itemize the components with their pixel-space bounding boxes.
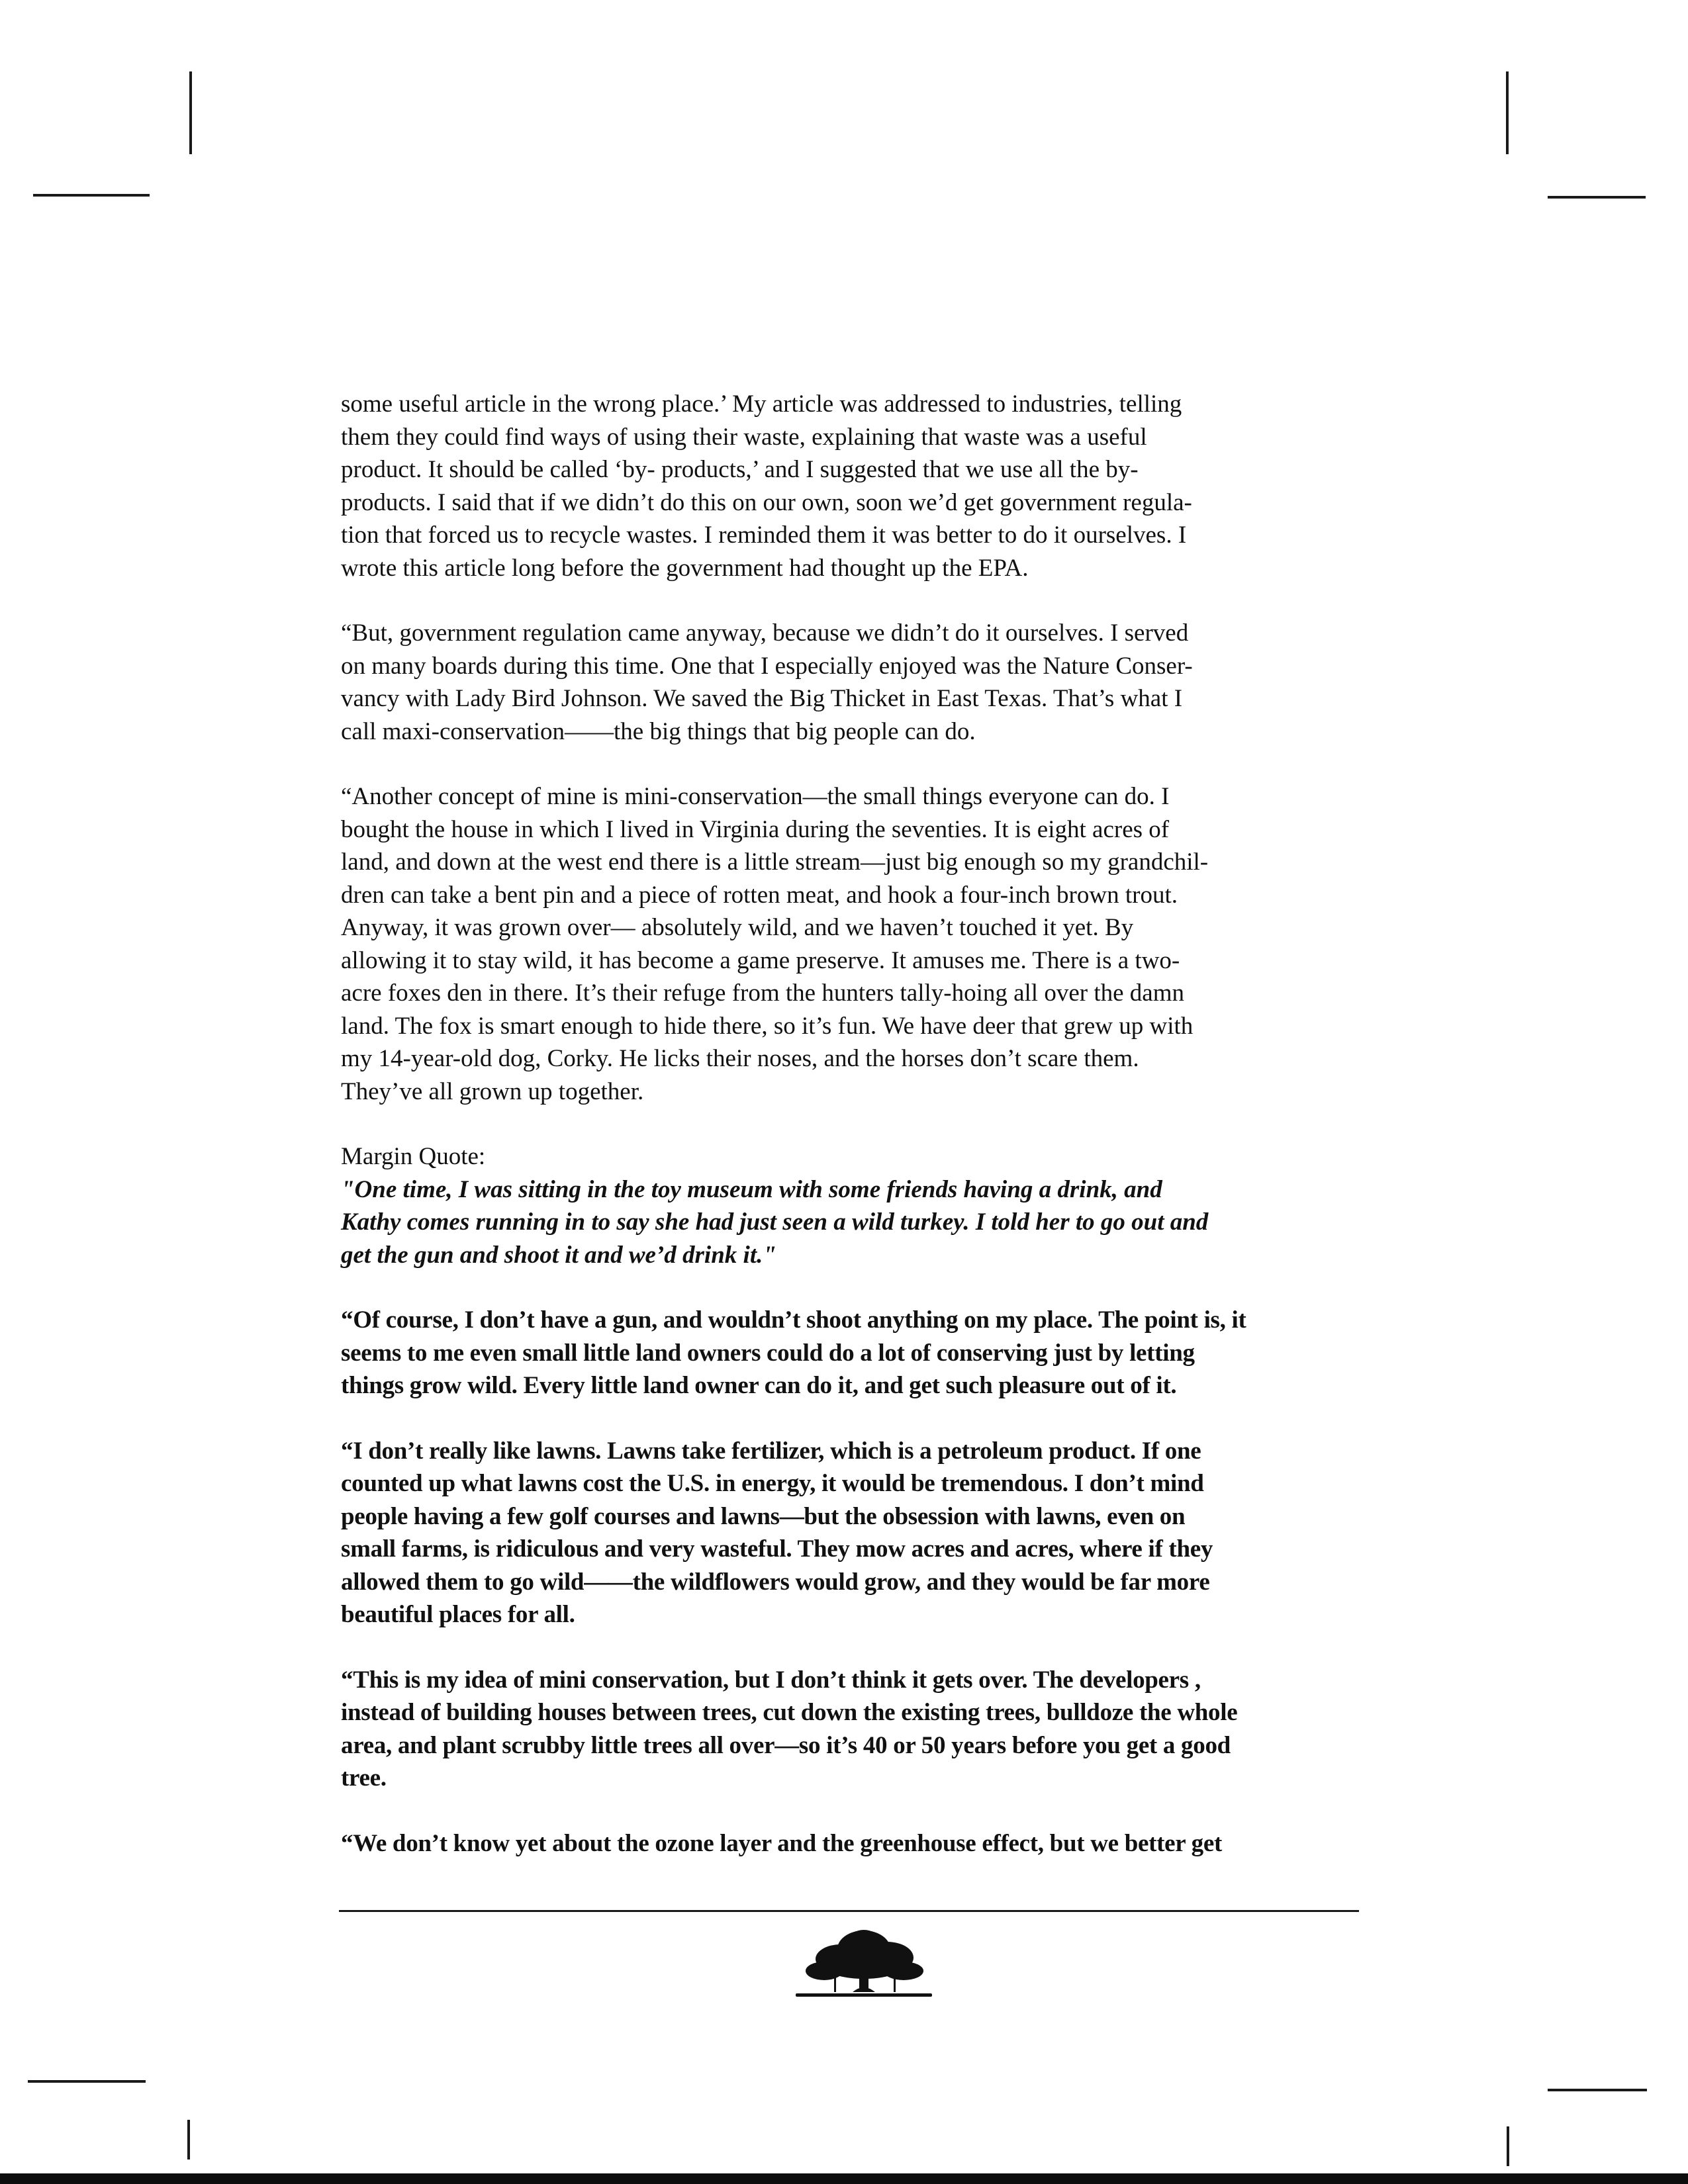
crop-mark-top-right-vertical — [1506, 71, 1509, 154]
tree-icon — [794, 1919, 933, 2005]
margin-quote-text: "One time, I was sitting in the toy museum with some friends having a drink, and Kathy comes running in to say she had just seen a wild turkey. I told her to go out and get the gun and shoot it and we’d drink it." — [341, 1175, 1209, 1269]
scan-edge-band — [0, 2173, 1688, 2184]
paragraph-lawns: “I don’t really like lawns. Lawns take fertilizer, which is a petroleum product. If one counted up what lawns cost the U.S. in energy, it would be tremendous. I don’t mind people having a few golf courses and lawns—but the obsession with lawns, even on small farms, is ridiculous and very wasteful. They mow acres and acres, where if they allowed them to go wild——the wildflowers would grow, and they would be far more beautiful places for all. — [341, 1437, 1213, 1628]
crop-mark-top-left-vertical — [189, 71, 192, 154]
crop-mark-bottom-left-horizontal — [28, 2080, 146, 2083]
margin-quote-label: Margin Quote: — [341, 1143, 486, 1170]
paragraph-developers: “This is my idea of mini conservation, but I don’t think it gets over. The developers , instead of building houses between trees, cut down the existing trees, bulldoze the whole area, and plant scrubby little trees all over—so it’s 40 or 50 years before you get a good tree. — [341, 1666, 1238, 1792]
paragraph-mini-conservation: “Another concept of mine is mini-conservation—the small things everyone can do. I bought the house in which I lived in Virginia during the seventies. It is eight acres of land, and down at the west end there is a little stream—just big enough so my grandchil- dren can take a bent pin and a piece of rotten meat, and hook a four-inch brown trout. Anyway, it was grown over— absolutely wild, and we haven’t touched it yet. By allowing it to stay wild, it has become a game preserve. It amuses me. There is a two- acre foxes den in there. It’s their refuge from the hunters tally-hoing all over the damn land. The fox is smart enough to hide there, so it’s fun. We have deer that grew up with my 14-year-old dog, Corky. He licks their noses, and the horses don’t scare them. They’ve all grown up together. — [341, 783, 1209, 1105]
crop-mark-top-right-horizontal — [1548, 196, 1646, 199]
crop-mark-bottom-left-vertical — [187, 2120, 190, 2160]
paragraph-ozone: “We don’t know yet about the ozone layer and the greenhouse effect, but we better get — [341, 1829, 1223, 1857]
paragraph-no-gun: “Of course, I don’t have a gun, and wouldn’t shoot anything on my place. The point is, it seems to me even small little land owners could do a lot of conserving just by letting things grow wild. Every little land owner can do it, and get such pleasure out of it. — [341, 1306, 1246, 1399]
crop-mark-bottom-right-vertical — [1507, 2126, 1509, 2166]
crop-mark-bottom-right-horizontal — [1548, 2089, 1647, 2091]
paragraph-government-regulation: “But, government regulation came anyway, because we didn’t do it ourselves. I served on many boards during this time. One that I especially enjoyed was the Nature Conser- vancy with Lady Bird Johnson. We saved the Big Thicket in East Texas. That’s what I call maxi-conservation——the big things that big people can do. — [341, 619, 1193, 745]
article-body — [341, 388, 1357, 1892]
crop-mark-top-left-horizontal — [33, 194, 150, 197]
paragraph-industries: some useful article in the wrong place.’ My article was addressed to industries, telling them they could find ways of using their waste, explaining that waste was a useful product. It should be called ‘by- products,’ and I suggested that we use all the by- products. I said that if we didn’t do this on our own, soon we’d get government regula- tion that forced us to recycle wastes. I reminded them it was better to do it ourselves. I wrote this article long before the government had thought up the EPA. — [341, 390, 1192, 582]
footer-rule — [339, 1910, 1359, 1912]
